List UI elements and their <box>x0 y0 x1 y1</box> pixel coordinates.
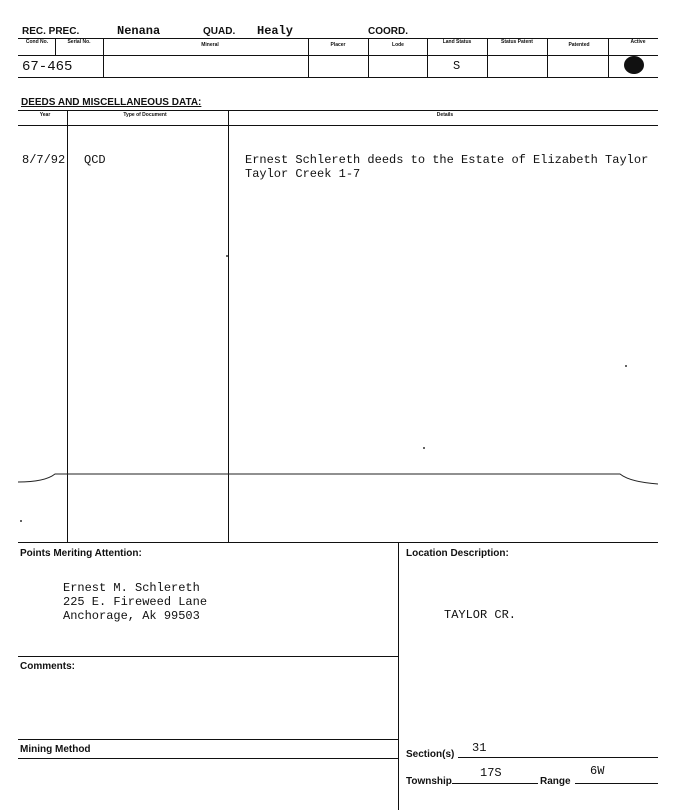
comments-top-rule <box>18 656 398 657</box>
stray-dot-4 <box>226 255 228 257</box>
range-value: 6W <box>590 764 605 778</box>
col-land-status: Land Status <box>442 39 472 45</box>
quad-label: QUAD. <box>203 26 236 37</box>
deed-details-line2: Taylor Creek 1-7 <box>245 167 361 181</box>
township-underline <box>452 783 538 784</box>
points-label: Points Meriting Attention: <box>20 548 142 559</box>
range-label: Range <box>540 776 571 787</box>
section-underline <box>458 757 658 758</box>
coord-label: COORD. <box>368 26 408 37</box>
lower-top-rule <box>18 542 658 543</box>
hdr-div-3 <box>308 38 309 77</box>
hdr-div-6 <box>487 38 488 77</box>
cond-no-value: 67-465 <box>22 59 73 75</box>
township-label: Township <box>406 776 452 787</box>
col-cond-no: Cond No. <box>25 39 49 45</box>
header-bottom-rule <box>18 77 658 78</box>
deed-type: QCD <box>84 153 106 167</box>
header-top-rule <box>18 38 658 39</box>
hdr-div-5 <box>427 38 428 77</box>
deed-details-line1: Ernest Schlereth deeds to the Estate of Elizabeth Taylor <box>245 153 649 167</box>
points-line3: Anchorage, Ak 99503 <box>63 609 200 623</box>
section-label: Section(s) <box>406 749 455 760</box>
lower-center-divider <box>398 542 399 810</box>
mining-top-rule <box>18 739 398 740</box>
col-placer: Placer <box>330 42 346 48</box>
active-mark <box>624 56 644 74</box>
location-label: Location Description: <box>406 548 509 559</box>
location-value: TAYLOR CR. <box>444 608 517 622</box>
mining-label: Mining Method <box>20 744 91 755</box>
page-fold-line <box>0 466 678 496</box>
hdr-div-4 <box>368 38 369 77</box>
section-value: 31 <box>472 741 487 755</box>
deed-year: 8/7/92 <box>22 153 66 167</box>
stray-dot-1 <box>625 365 627 367</box>
col-mineral: Mineral <box>201 42 219 48</box>
stray-dot-2 <box>423 447 425 449</box>
deeds-section-label: DEEDS AND MISCELLANEOUS DATA: <box>21 97 202 108</box>
hdr-div-1 <box>55 38 56 56</box>
quad-value: Healy <box>257 24 294 38</box>
comments-label: Comments: <box>20 661 76 672</box>
mining-bottom-rule <box>18 758 398 759</box>
col-active: Active <box>630 39 646 45</box>
points-line2: 225 E. Fireweed Lane <box>63 595 208 609</box>
col-patented: Patented <box>568 42 590 48</box>
deeds-col-year: Year <box>39 112 51 118</box>
col-lode: Lode <box>392 42 404 48</box>
township-value: 17S <box>480 766 502 780</box>
hdr-div-8 <box>608 38 609 77</box>
hdr-div-7 <box>547 38 548 77</box>
rec-prec-label: REC. PREC. <box>22 26 80 37</box>
deeds-head-rule <box>18 125 658 126</box>
stray-dot-3 <box>20 520 22 522</box>
hdr-div-2 <box>103 38 104 77</box>
points-line1: Ernest M. Schlereth <box>63 581 200 595</box>
col-status-patent: Status Patent <box>501 39 533 45</box>
range-underline <box>575 783 658 784</box>
deeds-col-details: Details <box>436 112 454 118</box>
land-status-value: S <box>453 59 461 73</box>
col-serial-no: Serial No. <box>67 39 91 45</box>
deeds-top-rule <box>18 110 658 111</box>
header-col-rule <box>18 55 658 56</box>
rec-prec-value: Nenana <box>117 24 161 38</box>
deeds-col-type: Type of Document <box>123 112 167 118</box>
